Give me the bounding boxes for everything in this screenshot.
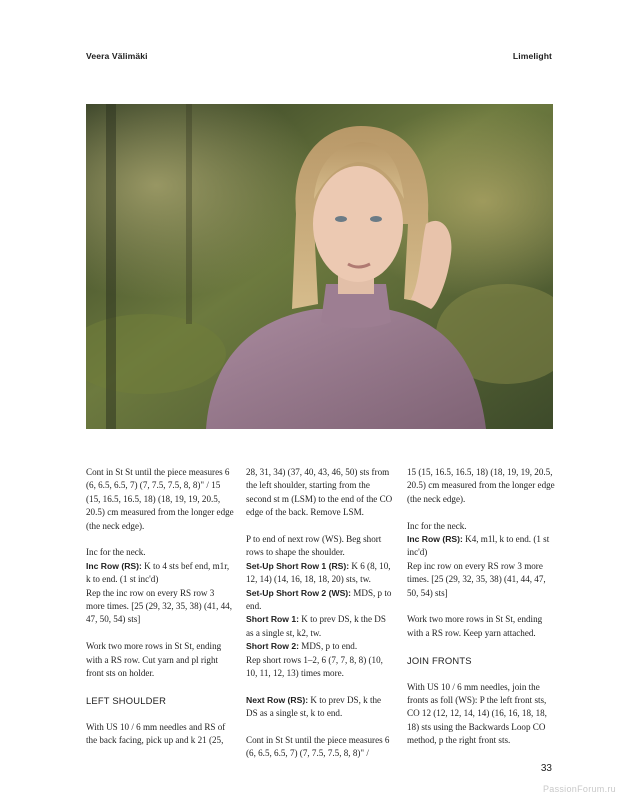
paragraph: P to end of next row (WS). Beg short rows to shape the shoulder.: [246, 534, 382, 558]
author-name: Veera Välimäki: [86, 51, 148, 61]
paragraph: Inc for the neck.: [407, 520, 467, 531]
row-label: Short Row 1:: [246, 614, 299, 625]
instruction-row: [246, 694, 394, 721]
row-label: Set-Up Short Row 2 (WS):: [246, 587, 352, 598]
paragraph: With US 10 / 6 mm needles, join the fronts as foll (WS): P the left front sts, CO 12 (12, 12, 14, 14) (16, 16, 18, 18, 18) sts using the Backwards Loop CO method, p the right front sts.: [407, 681, 547, 746]
instruction-row: [246, 560, 394, 587]
row-text: MDS, p to end.: [246, 587, 392, 612]
row-text: K to 4 sts bef end, m1r, k to end. (1 st inc'd): [86, 560, 230, 585]
row-label: Set-Up Short Row 1 (RS):: [246, 560, 350, 571]
section-heading: JOIN FRONTS: [407, 655, 472, 667]
text-column-3: [407, 466, 555, 761]
portrait-photo: [86, 104, 553, 429]
page-number: 33: [540, 763, 552, 774]
instruction-row: [246, 640, 394, 653]
pattern-title: Limelight: [512, 51, 552, 61]
section-heading: LEFT SHOULDER: [86, 695, 167, 707]
instruction-row: [246, 587, 394, 614]
paragraph: Cont in St St until the piece measures 6 (6, 6.5, 6.5, 7) (7, 7.5, 7.5, 8, 8)" /: [246, 735, 390, 759]
instruction-row: [407, 533, 555, 560]
paragraph: Rep the inc row on every RS row 3 more times. [25 (29, 32, 35, 38) (41, 44, 47, 50, 54) sts]: [86, 587, 232, 625]
paragraph: With US 10 / 6 mm needles and RS of the back facing, pick up and k 21 (25,: [86, 721, 226, 746]
row-text: MDS, p to end.: [299, 641, 358, 652]
row-text: K to prev DS, k the DS as a single st, k2, tw.: [246, 614, 386, 638]
row-text: K 6 (8, 10, 12, 14) (14, 16, 18, 18, 20) sts, tw.: [246, 560, 391, 585]
paragraph: Work two more rows in St St, ending with a RS row. Cut yarn and pl right front sts on holder.: [86, 641, 222, 679]
row-label: Next Row (RS):: [246, 694, 309, 705]
paragraph: Rep inc row on every RS row 3 more times. [25 (29, 32, 35, 38) (41, 44, 47, 50, 54) sts]: [407, 560, 546, 598]
row-text: K4, m1l, k to end. (1 st inc'd): [407, 534, 550, 558]
text-column-1: [86, 466, 234, 761]
row-text: K to prev DS, k the DS as a single st, k to end.: [246, 694, 382, 719]
paragraph: Cont in St St until the piece measures 6 (6, 6.5, 6.5, 7) (7, 7.5, 7.5, 8, 8)" / 15 (15, 16.5, 16.5, 18) (18, 19, 19, 20.5, 20.5) cm measured from the longer edge (the neck edge).: [86, 467, 234, 531]
row-label: Short Row 2:: [246, 641, 299, 652]
watermark: PassionForum.ru: [542, 784, 616, 794]
instruction-row: [86, 560, 234, 587]
instruction-row: [246, 613, 394, 640]
paragraph: Work two more rows in St St, ending with a RS row. Keep yarn attached.: [407, 614, 543, 638]
paragraph: Inc for the neck.: [86, 547, 146, 558]
row-label: Inc Row (RS):: [407, 534, 463, 545]
paragraph: 15 (15, 16.5, 16.5, 18) (18, 19, 19, 20.5, 20.5) cm measured from the longer edge (the neck edge).: [407, 467, 555, 504]
paragraph: Rep short rows 1–2, 6 (7, 7, 8, 8) (10, 10, 11, 12, 13) times more.: [246, 654, 383, 679]
paragraph: 28, 31, 34) (37, 40, 43, 46, 50) sts from the left shoulder, starting from the second st m (LSM) to the end of the CO edge of the back. Remove LSM.: [246, 467, 393, 518]
row-label: Inc Row (RS):: [86, 560, 142, 571]
text-column-2: [246, 466, 394, 774]
